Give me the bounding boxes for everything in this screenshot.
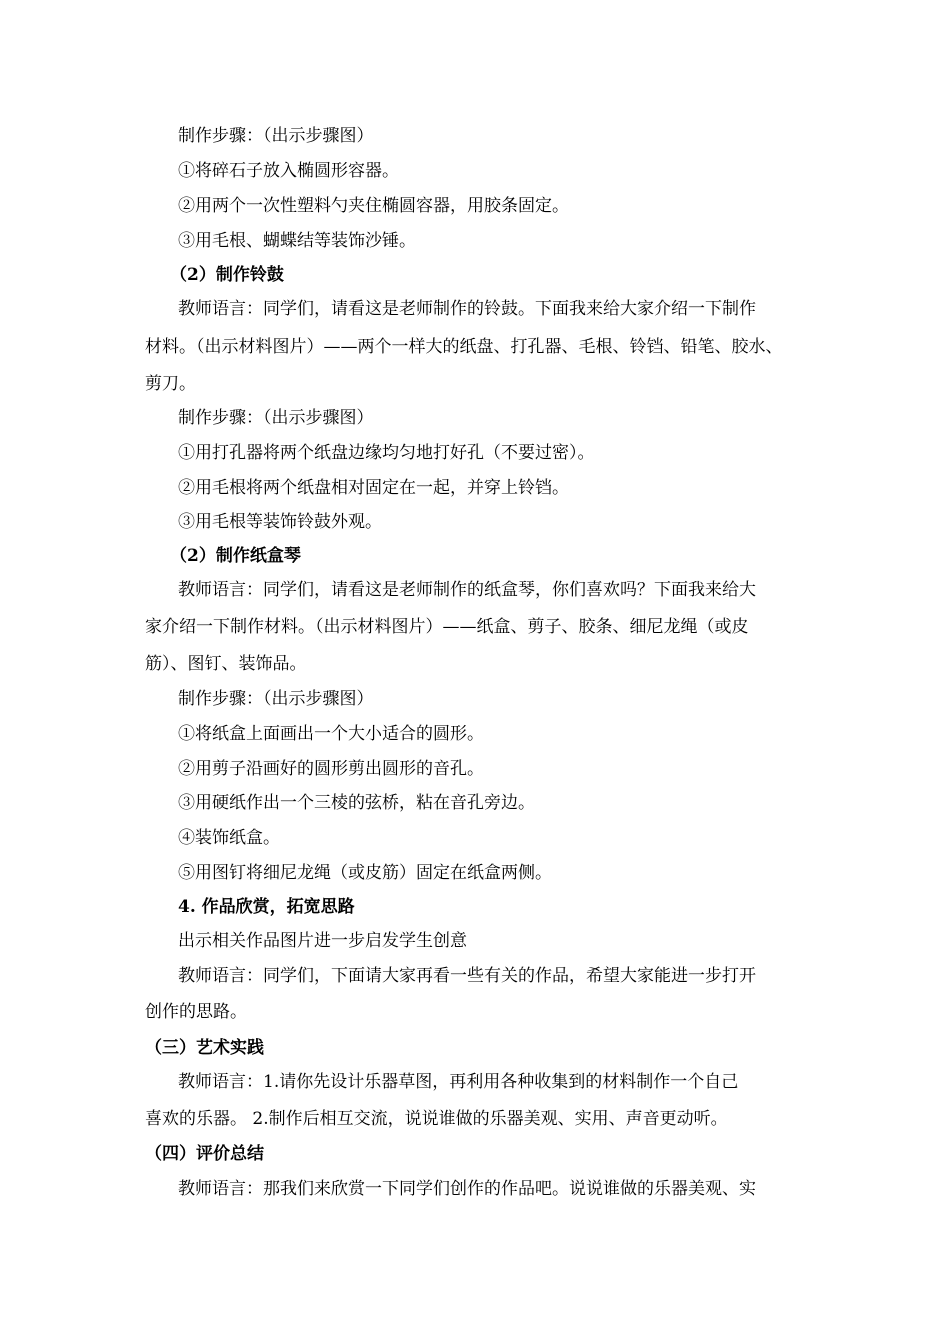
tambourine-intro-line-3: 剪刀。 <box>145 374 196 394</box>
art-practice-line-2: 喜欢的乐器。 2.制作后相互交流，说说谁做的乐器美观、实用、声音更动听。 <box>145 1109 728 1129</box>
section-4-heading: 4. 作品欣赏，拓宽思路 <box>178 897 355 917</box>
steps-heading-box-guitar: 制作步骤：（出示步骤图） <box>178 689 374 709</box>
tambourine-step-1: ①用打孔器将两个纸盘边缘均匀地打好孔（不要过密）。 <box>178 443 595 463</box>
box-guitar-step-1: ①将纸盒上面画出一个大小适合的圆形。 <box>178 724 484 744</box>
box-guitar-intro-line-3: 筋）、图钉、装饰品。 <box>145 654 307 674</box>
section-art-practice-heading: （三）艺术实践 <box>145 1038 264 1058</box>
box-guitar-step-2: ②用剪子沿画好的圆形剪出圆形的音孔。 <box>178 759 484 779</box>
box-guitar-step-5: ⑤用图钉将细尼龙绳（或皮筋）固定在纸盒两侧。 <box>178 863 552 883</box>
shaker-step-2: ②用两个一次性塑料勺夹住椭圆容器，用胶条固定。 <box>178 196 569 216</box>
shaker-step-1: ①将碎石子放入椭圆形容器。 <box>178 161 399 181</box>
box-guitar-intro-line-1: 教师语言：同学们，请看这是老师制作的纸盒琴，你们喜欢吗？下面我来给大 <box>178 580 756 600</box>
section-4-teacher-line-2: 创作的思路。 <box>145 1002 247 1022</box>
section-4-text: 出示相关作品图片进一步启发学生创意 <box>178 931 467 951</box>
evaluation-line-1: 教师语言：那我们来欣赏一下同学们创作的作品吧。说说谁做的乐器美观、实 <box>178 1179 756 1199</box>
tambourine-intro-line-2: 材料。（出示材料图片）——两个一样大的纸盘、打孔器、毛根、铃铛、铅笔、胶水、 <box>145 337 783 357</box>
steps-heading-tambourine: 制作步骤：（出示步骤图） <box>178 408 374 428</box>
section-4-teacher-line-1: 教师语言：同学们，下面请大家再看一些有关的作品，希望大家能进一步打开 <box>178 966 756 986</box>
shaker-step-3: ③用毛根、蝴蝶结等装饰沙锤。 <box>178 231 416 251</box>
tambourine-intro-line-1: 教师语言：同学们，请看这是老师制作的铃鼓。下面我来给大家介绍一下制作 <box>178 299 756 319</box>
section-evaluation-heading: （四）评价总结 <box>145 1144 264 1164</box>
box-guitar-step-4: ④装饰纸盒。 <box>178 828 280 848</box>
steps-heading-shaker: 制作步骤：（出示步骤图） <box>178 126 374 146</box>
tambourine-step-2: ②用毛根将两个纸盘相对固定在一起，并穿上铃铛。 <box>178 478 569 498</box>
tambourine-step-3: ③用毛根等装饰铃鼓外观。 <box>178 512 382 532</box>
box-guitar-intro-line-2: 家介绍一下制作材料。（出示材料图片）——纸盒、剪子、胶条、细尼龙绳（或皮 <box>145 617 749 637</box>
art-practice-line-1: 教师语言：1.请你先设计乐器草图，再利用各种收集到的材料制作一个自己 <box>178 1072 739 1092</box>
box-guitar-step-3: ③用硬纸作出一个三棱的弦桥，粘在音孔旁边。 <box>178 793 535 813</box>
section-tambourine-heading: （2）制作铃鼓 <box>170 265 284 285</box>
section-box-guitar-heading: （2）制作纸盒琴 <box>170 546 301 566</box>
